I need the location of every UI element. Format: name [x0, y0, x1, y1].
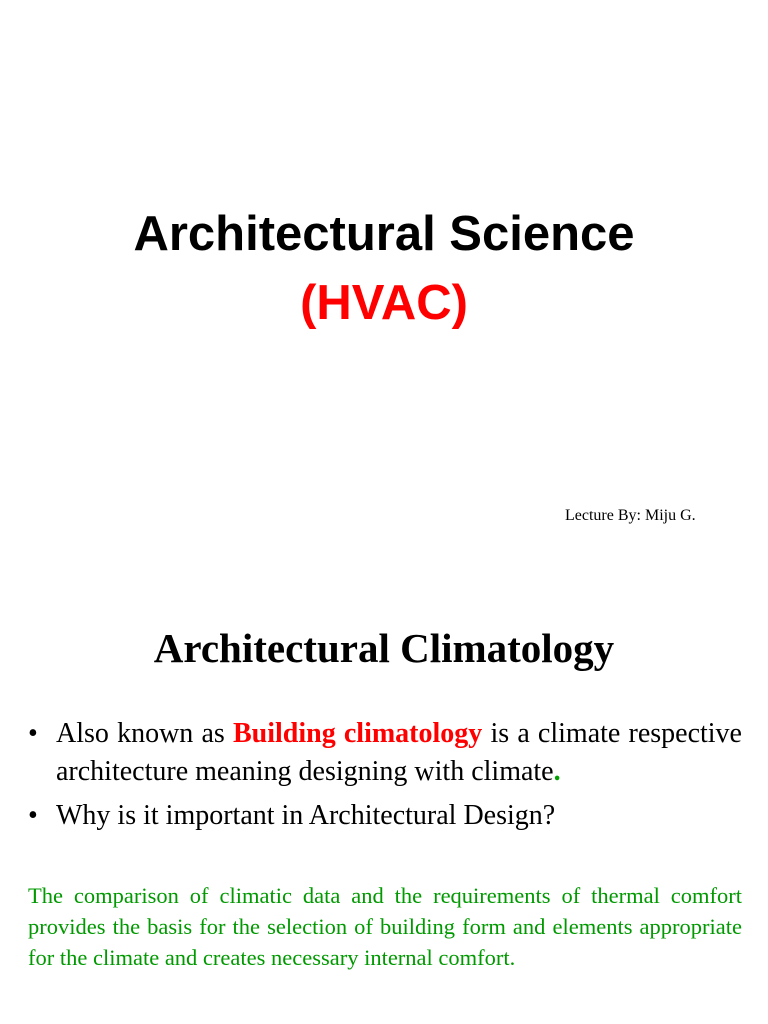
bullet-list [28, 715, 742, 841]
bullet-text: Also known as [56, 718, 233, 749]
section-heading: Architectural Climatology [153, 625, 615, 671]
bullet-end-mark: . [553, 756, 561, 787]
bullet-marker: • [28, 718, 38, 749]
bullet-text-continued: is a climate respective architecture meaning designing with climate [56, 718, 742, 787]
explanation-paragraph: The comparison of climatic data and the requirements of thermal comfort provides the basis for the selection of building form and elements appropriate for the climate and creates necessary internal comfort. [28, 883, 742, 970]
list-item [28, 715, 742, 791]
list-item [28, 797, 742, 835]
bullet-marker: • [28, 800, 38, 831]
lecturer-byline: Lecture By: Miju G. [565, 507, 696, 524]
highlighted-term: Building climatology [232, 718, 483, 749]
slide-title: Architectural Science [133, 207, 635, 261]
bullet-text: Why is it important in Architectural Design? [56, 800, 556, 831]
content-slide [0, 576, 768, 1024]
slide-subtitle: (HVAC) [300, 276, 468, 330]
